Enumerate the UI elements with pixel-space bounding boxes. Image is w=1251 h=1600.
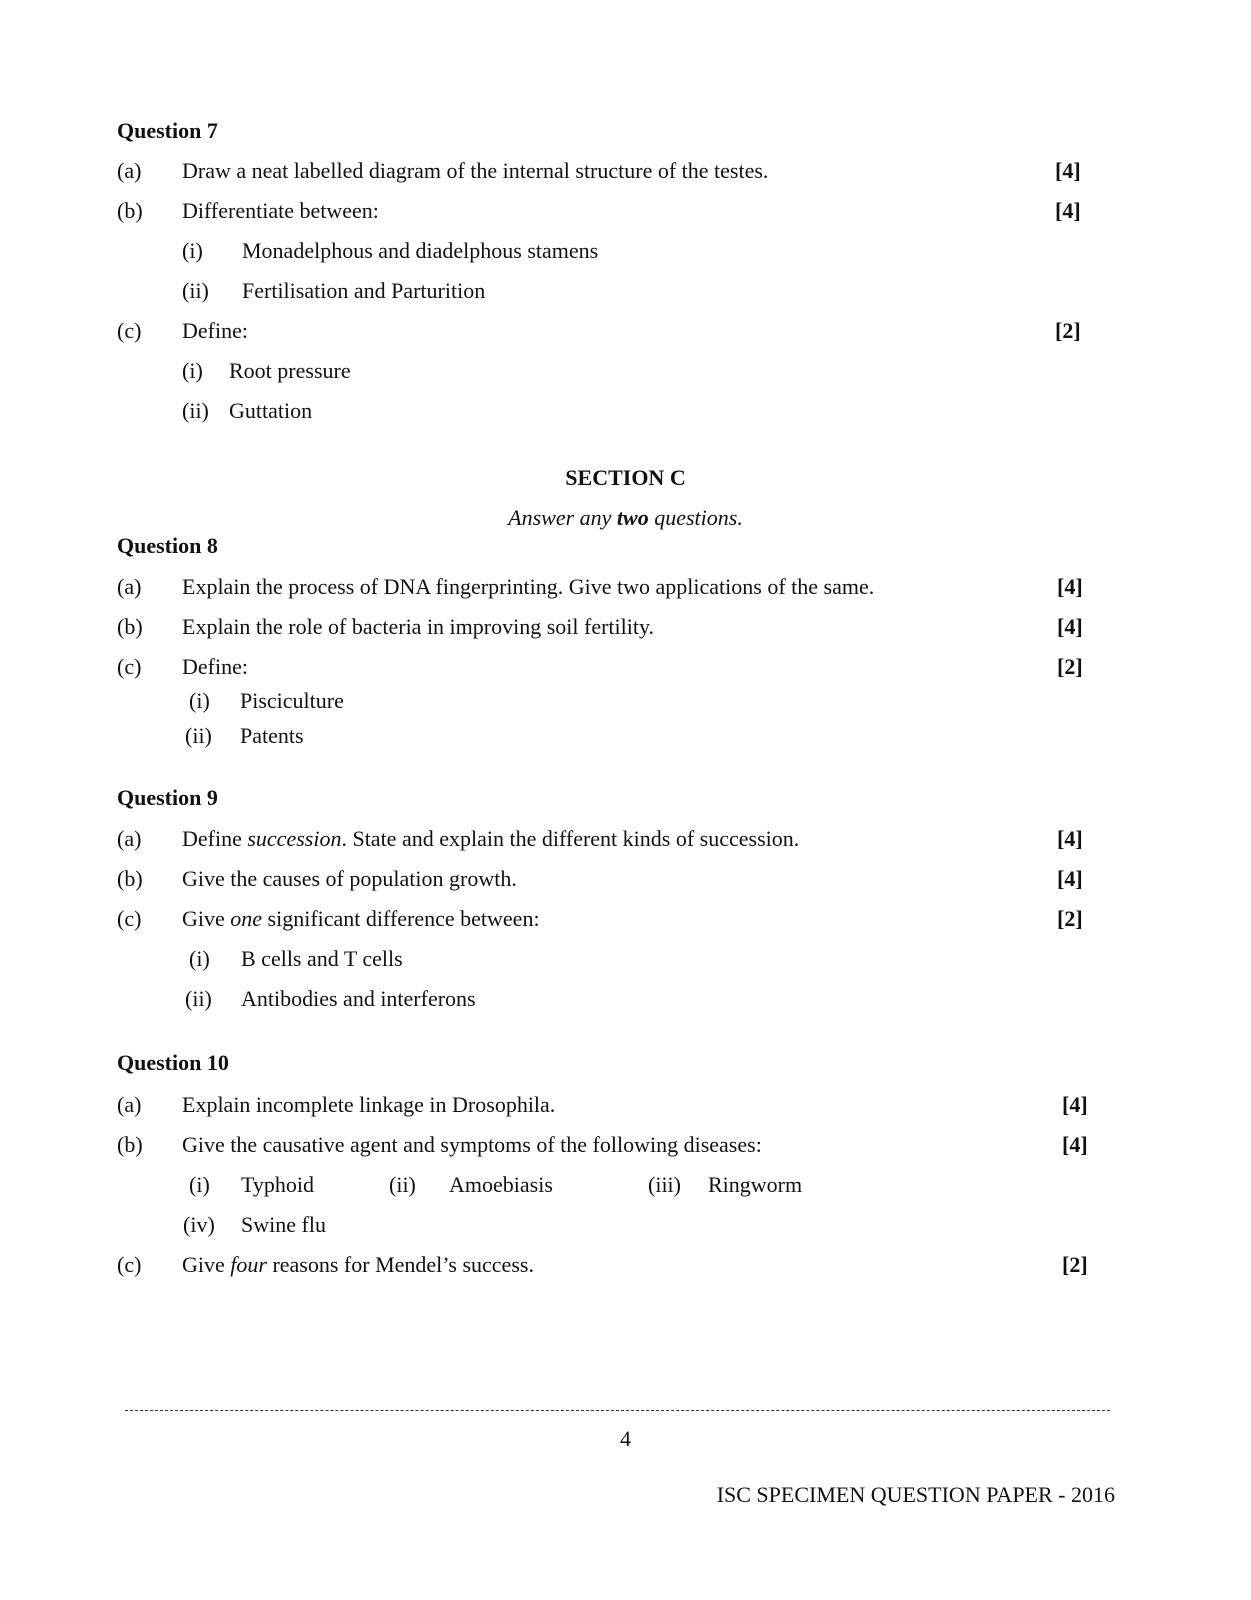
q8-c-label: (c) (117, 654, 142, 679)
q8-b-marks: [4] (1057, 614, 1083, 639)
q9-c-ii-label: (ii) (185, 986, 212, 1011)
q7-b-label: (b) (117, 198, 143, 223)
q9-a-pre: Define (182, 826, 248, 851)
q8-c-i-label: (i) (189, 688, 210, 713)
footer-paper-title: ISC SPECIMEN QUESTION PAPER - 2016 (716, 1482, 1115, 1507)
q9-c-label: (c) (117, 906, 142, 931)
q10-c-pre: Give (182, 1252, 231, 1277)
q10-b-iii-label: (iii) (648, 1172, 681, 1197)
q10-c-post: reasons for Mendel’s success. (266, 1252, 534, 1277)
q10-b-i-label: (i) (189, 1172, 210, 1197)
q9-b-marks: [4] (1057, 866, 1083, 891)
q10-b-i-text: Typhoid (241, 1172, 315, 1197)
footer-divider (125, 1410, 1110, 1411)
q8-a-marks: [4] (1057, 574, 1083, 599)
section-c-instruction (0, 507, 1251, 529)
q8-c-i-text: Pisciculture (240, 688, 344, 713)
q10-c-marks: [2] (1062, 1252, 1088, 1277)
q8-c-text: Define: (182, 654, 248, 679)
q8-c-ii-text: Patents (240, 723, 304, 748)
q10-b-label: (b) (117, 1132, 143, 1157)
q9-c-pre: Give (182, 906, 231, 931)
q9-b-label: (b) (117, 866, 143, 891)
q7-b-marks: [4] (1055, 198, 1081, 223)
q7-c-i-text: Root pressure (229, 358, 351, 383)
q7-a-label: (a) (117, 158, 142, 183)
q7-c-marks: [2] (1055, 318, 1081, 343)
q9-a-marks: [4] (1057, 826, 1083, 851)
q7-c-ii-label: (ii) (182, 398, 209, 423)
page-number: 4 (620, 1426, 631, 1451)
q9-a-label: (a) (117, 826, 142, 851)
instr-emphasis: two (616, 505, 649, 530)
q9-c-emphasis: one (230, 906, 263, 931)
q10-a-label: (a) (117, 1092, 142, 1117)
q7-a-marks: [4] (1055, 158, 1081, 183)
q9-c-post: significant difference between: (262, 906, 540, 931)
q9-b-text: Give the causes of population growth. (182, 866, 517, 891)
q10-b-iv-label: (iv) (183, 1212, 215, 1237)
q7-b-ii-text: Fertilisation and Parturition (242, 278, 486, 303)
q10-c-text (182, 1254, 534, 1276)
q7-b-i-label: (i) (182, 238, 203, 263)
q9-c-i-text: B cells and T cells (241, 946, 403, 971)
q10-b-text: Give the causative agent and symptoms of the following diseases: (182, 1132, 762, 1157)
q7-b-text: Differentiate between: (182, 198, 379, 223)
instr-pre: Answer any (508, 505, 617, 530)
question-7-title: Question 7 (117, 118, 218, 143)
q9-a-emphasis: succession (247, 826, 342, 851)
q9-c-ii-text: Antibodies and interferons (241, 986, 476, 1011)
q8-a-label: (a) (117, 574, 142, 599)
q10-c-label: (c) (117, 1252, 142, 1277)
question-8-title: Question 8 (117, 533, 218, 558)
q7-c-i-label: (i) (182, 358, 203, 383)
q8-a-text: Explain the process of DNA fingerprinting. Give two applications of the same. (182, 574, 875, 599)
q10-a-text: Explain incomplete linkage in Drosophila. (182, 1092, 556, 1117)
q7-a-text: Draw a neat labelled diagram of the internal structure of the testes. (182, 158, 769, 183)
q9-c-marks: [2] (1057, 906, 1083, 931)
q10-b-iv-text: Swine flu (241, 1212, 326, 1237)
q7-c-label: (c) (117, 318, 142, 343)
q10-c-emphasis: four (230, 1252, 267, 1277)
question-10-title: Question 10 (117, 1050, 229, 1075)
instr-post: questions. (648, 505, 743, 530)
q7-c-text: Define: (182, 318, 248, 343)
q9-a-text (182, 828, 799, 850)
q8-b-label: (b) (117, 614, 143, 639)
q10-a-marks: [4] (1062, 1092, 1088, 1117)
q7-b-ii-label: (ii) (182, 278, 209, 303)
q9-c-text (182, 908, 540, 930)
q9-c-i-label: (i) (189, 946, 210, 971)
q10-b-iii-text: Ringworm (708, 1172, 803, 1197)
q8-c-ii-label: (ii) (185, 723, 212, 748)
section-c-title: SECTION C (565, 465, 686, 490)
q8-b-text: Explain the role of bacteria in improving soil fertility. (182, 614, 655, 639)
q8-c-marks: [2] (1057, 654, 1083, 679)
q9-a-post: . State and explain the different kinds of succession. (341, 826, 800, 851)
q10-b-ii-label: (ii) (389, 1172, 416, 1197)
q7-c-ii-text: Guttation (229, 398, 313, 423)
question-9-title: Question 9 (117, 785, 218, 810)
q10-b-ii-text: Amoebiasis (449, 1172, 553, 1197)
q7-b-i-text: Monadelphous and diadelphous stamens (242, 238, 599, 263)
q10-b-marks: [4] (1062, 1132, 1088, 1157)
